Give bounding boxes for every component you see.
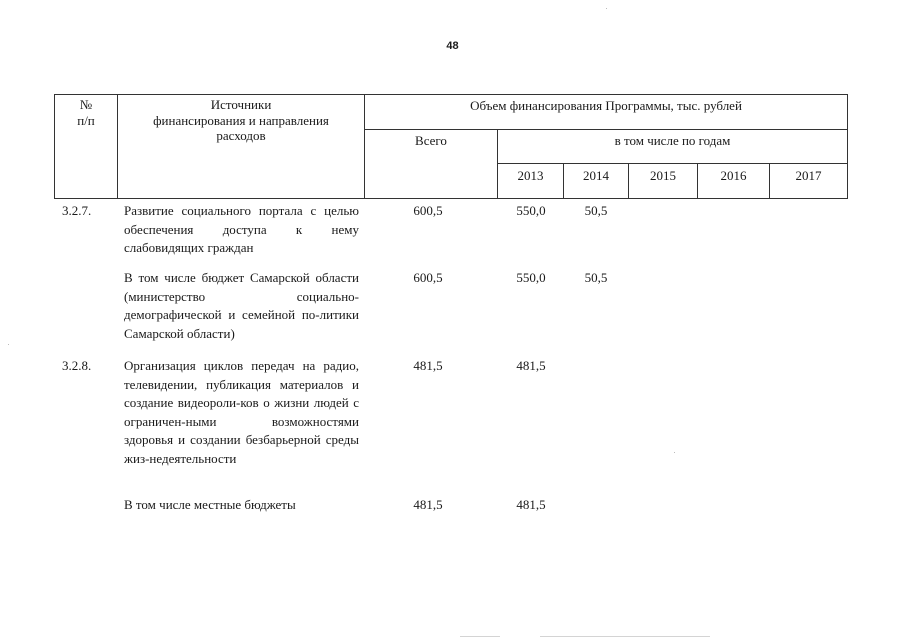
- row-total: 481,5: [413, 358, 443, 373]
- row-total: 600,5: [413, 270, 443, 285]
- header-year-2016: 2016: [720, 168, 747, 183]
- row-total: 600,5: [413, 203, 443, 218]
- header-year-2013: 2013: [517, 168, 544, 183]
- row-2013: 550,0: [516, 270, 546, 285]
- scan-speck: [606, 8, 607, 9]
- header-years-group: в том числе по годам: [614, 133, 731, 148]
- row-total: 481,5: [413, 497, 443, 512]
- page-number: 48: [446, 40, 459, 52]
- scan-speck: [8, 344, 9, 345]
- row-description: В том числе местные бюджеты: [124, 497, 296, 512]
- row-2014: 50,5: [584, 203, 608, 218]
- row-number: 3.2.8.: [62, 358, 92, 373]
- header-total-column: Всего: [415, 133, 447, 148]
- header-year-2015: 2015: [650, 168, 676, 183]
- scan-edge-mark: [460, 636, 500, 637]
- row-2013: 481,5: [516, 497, 546, 512]
- scan-speck: [674, 452, 675, 453]
- row-description: Развитие социального портала с целью обеспечения доступа к нему слабовидящих граждан: [124, 203, 359, 255]
- header-year-2017: 2017: [795, 168, 822, 183]
- header-volume-column: Объем финансирования Программы, тыс. рублей: [470, 98, 742, 113]
- row-number: 3.2.7.: [62, 203, 92, 218]
- header-year-2014: 2014: [583, 168, 609, 183]
- row-2013: 481,5: [516, 358, 546, 373]
- row-description: Организация циклов передач на радио, телевидении, публикация материалов и создание видеороли-ков о жизни людей с ограничен-ными возможностями здоровья и создании безбарьерной среды жиз-недеятельности: [124, 358, 359, 466]
- row-2013: 550,0: [516, 203, 546, 218]
- header-number-column: № п/п: [77, 97, 95, 128]
- header-source-column: Источники финансирования и направления расходов: [153, 97, 329, 143]
- row-2014: 50,5: [584, 270, 608, 285]
- scan-edge-mark: [540, 636, 710, 637]
- row-description: В том числе бюджет Самарской области (министерство социально-демографической и семейной по-литики Самарской области): [124, 270, 359, 341]
